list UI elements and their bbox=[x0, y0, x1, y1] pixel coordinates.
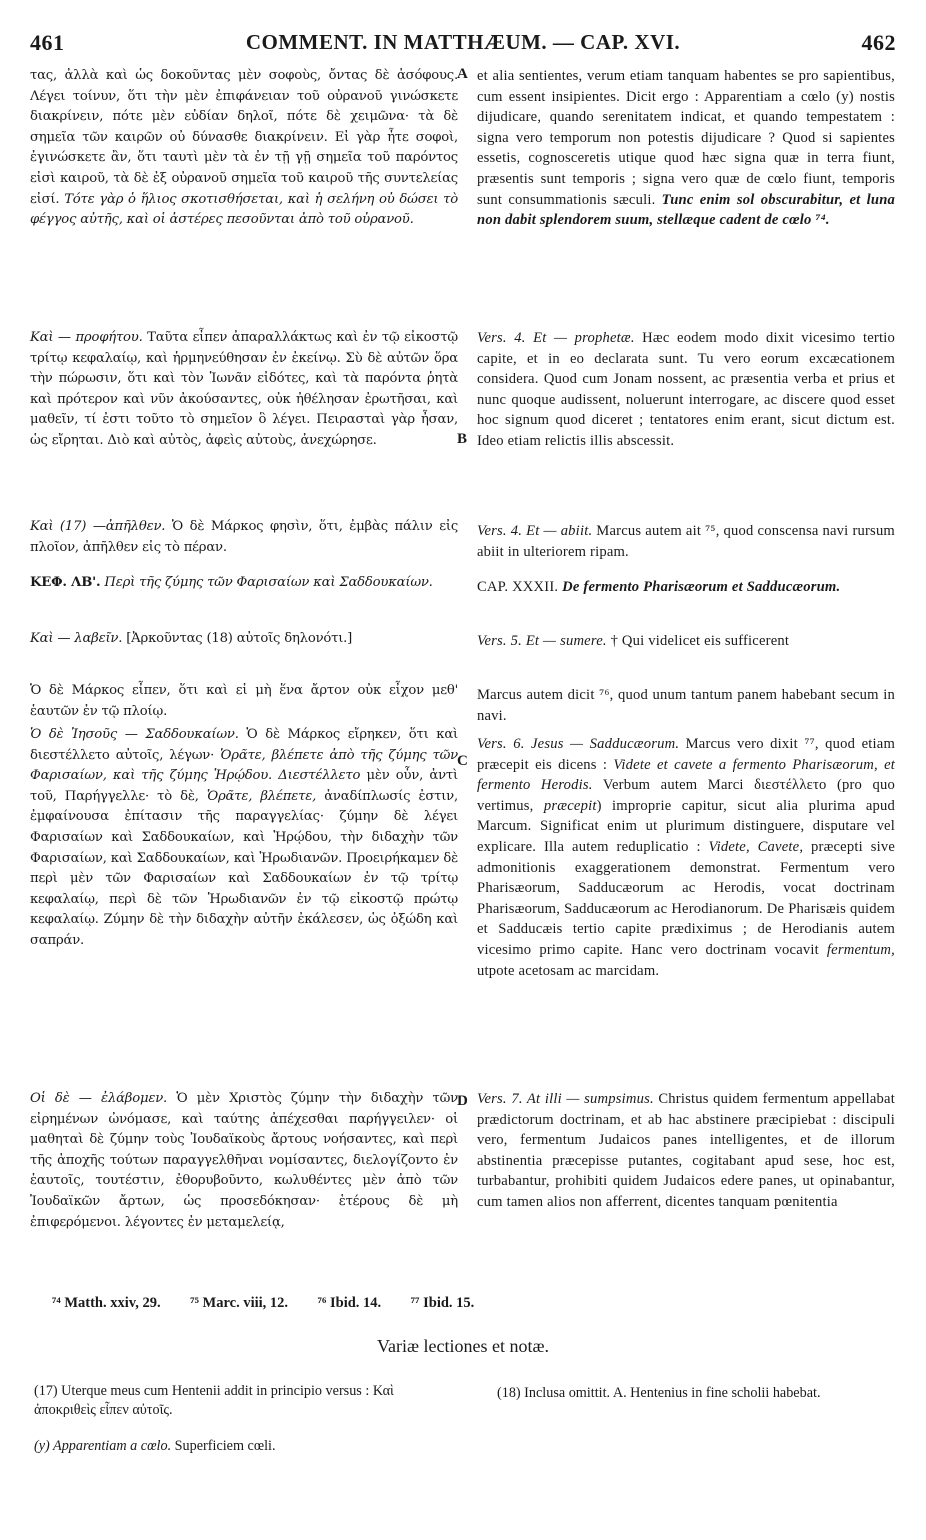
greek-paragraph-1: τας, ἀλλὰ καὶ ὡς δοκοῦντας μὲν σοφοὺς, ὄντας δὲ ἀσόφους. Λέγει τοίνυν, ὅτι τὴν μὲν ἐπιφάνειαν τοῦ οὐρανοῦ γινώσκετε διακρίνειν, πότε μὲν εὐδίαν δηλοῖ, πότε δὲ χειμῶνα· τὰ δὲ σημεῖα τῶν καιρῶν οὐ δύνασθε διακρίνειν. Εἰ γὰρ ἦτε σοφοὶ, ἐγινώσκετε ἂν, ὅτι ταυτὶ μὲν τὰ ἐν τῇ γῇ σημεῖα τοῦ παρόντος εἰσὶ καιροῦ, τὰ δὲ ἐξ οὐρανοῦ σημεῖα τοῦ καιροῦ τῆς συντελείας εἰσί. Τότε γὰρ ὁ ἥλιος σκοτισθήσεται, καὶ ἡ σελήνη οὐ δώσει τὸ φέγγος αὐτῆς, καὶ οἱ ἀστέρες πεσοῦνται ἀπὸ τοῦ οὐρανοῦ. bbox=[30, 68, 458, 228]
latin-paragraph-4: Vers. 5. Et — sumere. † Qui videlicet eis sufficerent bbox=[477, 633, 790, 649]
variant-note-18: (18) Inclusa omittit. A. Hentenius in fine scholii habebat. bbox=[497, 1385, 821, 1401]
greek-paragraph-7: Οἱ δὲ — ἐλάβομεν. Ὁ μὲν Χριστὸς ζύμην τὴν διδαχὴν τῶν εἰρημένων ὠνόμασε, καὶ ταύτης ἀπέχεσθαι παρήγγειλεν· οἱ μαθηταὶ δὲ ζύμην τοὺς Ἰουδαϊκοὺς ἄρτους νοήσαντες, καὶ περὶ τῆς ἀποχῆς τούτων παραγγελθῆναι νομίσαντες, διελογίζοντο ἐν ἑαυτοῖς, τουτέστιν, ἐθορυβοῦντο, κωλυθέντες μὲν ἀπὸ τῶν Ἰουδαϊκῶν ἄρτων, ὡς προσεδόκησαν· ἑτέρους δὲ μὴ ἐπιφερόμενοι. λέγοντες ἐν μεταμελείᾳ, bbox=[30, 1091, 459, 1230]
latin-paragraph-6: Vers. 6. Jesus — Sadducæorum. Marcus vero dixit ⁷⁷, quod etiam præcepit eis dicens : Videte et cavete a fermento Pharisæorum, et fermento Herodis. Verbum autem Marci διεστέλλετο (pro quo vertimus, præcepit) improprie capitur, sicut alia plurima apud Marcum. Significat enim ut plurimum distinguere, disputare vel explicare. Illa autem reduplicatio : Videte, Cavete, præcepti sive admonitionis exaggerationem demonstrat. Fermentum vero Pharisæorum, Sadducæorum ac Herodis, vocat doctrinam Pharisæorum, Sadducæorum ac Herodianorum. De Pharisæis quidem et Sadducæis tertio capite prædiximus ; de Herodianis autem vicesimo primo capite. Hanc vero doctrinam vocavit fermentum, utpote acetosam ac marcidam. bbox=[477, 736, 896, 979]
latin-lemma: Vers. 7. At illi — sumpsimus. bbox=[477, 1091, 654, 1107]
running-header bbox=[30, 30, 896, 56]
latin-lemma: Vers. 4. Et — prophetæ. bbox=[477, 330, 635, 346]
greek-lemma: Καὶ — λαβεῖν. bbox=[30, 631, 123, 646]
latin-chapter-heading bbox=[477, 577, 895, 598]
greek-chapter-heading bbox=[30, 573, 458, 594]
greek-paragraph-3: Καὶ (17) —ἀπῆλθεν. Ὁ δὲ Μάρκος φησὶν, ὅτι, ἐμβὰς πάλιν εἰς πλοῖον, ἀπῆλθεν εἰς τὸ πέραν. bbox=[30, 519, 458, 555]
variae-lectiones-heading: Variæ lectiones et notæ. bbox=[377, 1336, 549, 1356]
greek-lemma: Ὁ δὲ Ἰησοῦς — Σαδδουκαίων. bbox=[30, 727, 239, 742]
latin-chapter-title: De fermento Pharisæorum et Sadducæorum. bbox=[562, 579, 841, 595]
latin-chapter-label: CAP. XXXII. bbox=[477, 579, 559, 595]
margin-mark-c: C bbox=[457, 753, 468, 769]
latin-paragraph-3: Vers. 4. Et — abiit. Marcus autem ait ⁷⁵, quod conscensa navi rursum abiit in ulteriorem ripam. bbox=[477, 523, 895, 560]
variant-note-y: (y) Apparentiam a cœlo. Superficiem cœli. bbox=[34, 1438, 276, 1454]
footnote-references bbox=[52, 1295, 752, 1312]
greek-paragraph-5: Ὁ δὲ Μάρκος εἶπεν, ὅτι καὶ εἰ μὴ ἕνα ἄρτον οὐκ εἶχον μεθ' ἑαυτῶν ἐν τῷ πλοίῳ. bbox=[30, 683, 458, 719]
greek-chapter-label: ΚΕΦ. ΛΒ'. bbox=[30, 575, 101, 590]
running-title: COMMENT. IN MATTHÆUM. — CAP. XVI. bbox=[245, 30, 681, 54]
footnote-74: ⁷⁴ Matth. xxiv, 29. bbox=[52, 1295, 161, 1311]
greek-paragraph-6: Ὁ δὲ Ἰησοῦς — Σαδδουκαίων. Ὁ δὲ Μάρκος εἴρηκεν, ὅτι καὶ διεστέλλετο αὐτοῖς, λέγων· Ὁρᾶτε, βλέπετε ἀπὸ τῆς ζύμης τῶν Φαρισαίων, καὶ τῆς ζύμης Ἡρῴδου. Διεστέλλετο μὲν οὖν, ἀντὶ τοῦ, Παρήγγελλε· τὸ δὲ, Ὁρᾶτε, βλέπετε, ἀναδίπλωσίς ἐστιν, ἐμφαίνουσα ἐπίτασιν τῆς παραγγελίας· ζύμην δὲ λέγει Φαρισαίων καὶ Σαδδουκαίων, καὶ Ἡρῴδου, τὴν διδαχὴν τῶν Φαρισαίων, καὶ Σαδδουκαίων, καὶ Ἡρωδιανῶν. Προειρήκαμεν δὲ περὶ μὲν τῶν Φαρισαίων καὶ Σαδδουκαίων ἐν τῷ τρίτῳ κεφαλαίῳ, περὶ δὲ τῶν Ἡρωδιανῶν ἐν τῷ εἰκοστῷ πρώτῳ κεφαλαίῳ. Ζύμην δὲ τὴν διδαχὴν αὐτῆν ἐκάλεσεν, ὡς ὀξώδη καὶ σαπράν. bbox=[30, 727, 458, 948]
page-number-left: 461 bbox=[30, 30, 65, 55]
margin-mark-a: A bbox=[457, 66, 468, 82]
variant-note-17: (17) Uterque meus cum Hentenii addit in principio versus : Καὶ ἀποκριθεὶς εἶπεν αὐτοῖς. bbox=[34, 1383, 394, 1418]
latin-paragraph-2: Vers. 4. Et — prophetæ. Hæc eodem modo dixit vicesimo tertio capite, et in eo declarata sunt. Tu vero eorum excæcationem considera. Quod cum Jonam nossent, ac præsentia verba et prius et nunc quoque audissent, noluerunt interrogare, ac discere quod esset hoc signum quod diceret ; tentatores enim erant, sicut dictum est. Ideo etiam relictis illis abscessit. bbox=[477, 330, 895, 449]
greek-paragraph-2: Καὶ — προφήτου. Ταῦτα εἶπεν ἀπαραλλάκτως καὶ ἐν τῷ εἰκοστῷ τρίτῳ κεφαλαίῳ, καὶ ἡρμηνεύθησαν ἐν ἐκείνῳ. Σὺ δὲ αὐτῶν ὅρα τὴν πώρωσιν, ὅτι καὶ τὸν Ἰωνᾶν εἰδότες, καὶ τὰ παρόντα ῥητὰ καὶ πρότερον καὶ νῦν ἀκούσαντες, οὐκ ἠθέλησαν ἐρωτῆσαι, καὶ μαθεῖν, τί ἐστι τοῦτο τὸ σημεῖον ὃ λέγει. Πειρασταὶ γὰρ ἦσαν, ὡς εἴρηται. Διὸ καὶ αὐτὸς, ἀφεὶς αὐτοὺς, ἀνεχώρησε. bbox=[30, 330, 458, 448]
margin-mark-b: B bbox=[457, 431, 468, 447]
margin-mark-d: D bbox=[457, 1093, 468, 1109]
footnote-75: ⁷⁵ Marc. viii, 12. bbox=[190, 1295, 289, 1311]
greek-lemma: Οἱ δὲ — ἐλάβομεν. bbox=[30, 1091, 168, 1106]
greek-lemma: Καὶ (17) —ἀπῆλθεν. bbox=[30, 519, 166, 534]
footnote-76: ⁷⁶ Ibid. 14. bbox=[317, 1295, 382, 1311]
greek-paragraph-4: Καὶ — λαβεῖν. [Ἀρκοῦντας (18) αὐτοῖς δηλονότι.] bbox=[30, 631, 353, 646]
latin-paragraph-5: Marcus autem dicit ⁷⁶, quod unum tantum panem habebant secum in navi. bbox=[477, 687, 895, 724]
latin-lemma: Vers. 6. Jesus — Sadducæorum. bbox=[477, 736, 680, 752]
page-number-right: 462 bbox=[861, 30, 896, 55]
latin-lemma: Vers. 5. Et — sumere. bbox=[477, 633, 607, 649]
greek-lemma: Καὶ — προφήτου. bbox=[30, 330, 143, 345]
footnote-77: ⁷⁷ Ibid. 15. bbox=[410, 1295, 475, 1311]
latin-quote: Tunc enim sol obscurabitur, et luna non dabit splendorem suum, stellæque cadent de cœlo ⁷⁴. bbox=[477, 191, 896, 229]
latin-lemma: Vers. 4. Et — abiit. bbox=[477, 523, 593, 539]
greek-quote: Τότε γὰρ ὁ ἥλιος σκοτισθήσεται, καὶ ἡ σελήνη οὐ δώσει τὸ φέγγος αὐτῆς, καὶ οἱ ἀστέρες πεσοῦνται ἀπὸ τοῦ οὐρανοῦ. bbox=[30, 191, 458, 228]
latin-paragraph-7: Vers. 7. At illi — sumpsimus. Christus quidem fermentum appellabat prædictorum doctrinam, et ab hac abstinere præcipiebat : discipuli vero, fermentum Judaicos panes intelligentes, et de illorum abstinentia præcepisse putantes, cogitabant apud sese, hoc est, turbabantur, prohibiti quidem Judaicos edere panes, ut opinabantur, cum tamen alios non afferrent, dicentes tanquam pœnitentia bbox=[477, 1091, 895, 1210]
latin-paragraph-1: et alia sentientes, verum etiam tanquam habentes se pro sapientibus, cum essent insipientes. Dicit ergo : Apparentiam a cœlo (y) nostis dijudicare, quando serenitatem indicat, et quando tempestatem : signa vero temporum non potestis dijudicare ? Quod si sapientes essetis, cognosceretis utique quod hæc signa quæ in terra fiunt, præsentis sunt temporis ; signa vero quæ de cœlo fiunt, temporis sunt consummationis sæculi. Tunc enim sol obscurabitur, et luna non dabit splendorem suum, stellæque cadent de cœlo ⁷⁴. bbox=[477, 68, 896, 229]
greek-chapter-title: Περὶ τῆς ζύμης τῶν Φαρισαίων καὶ Σαδδουκαίων. bbox=[104, 575, 433, 590]
